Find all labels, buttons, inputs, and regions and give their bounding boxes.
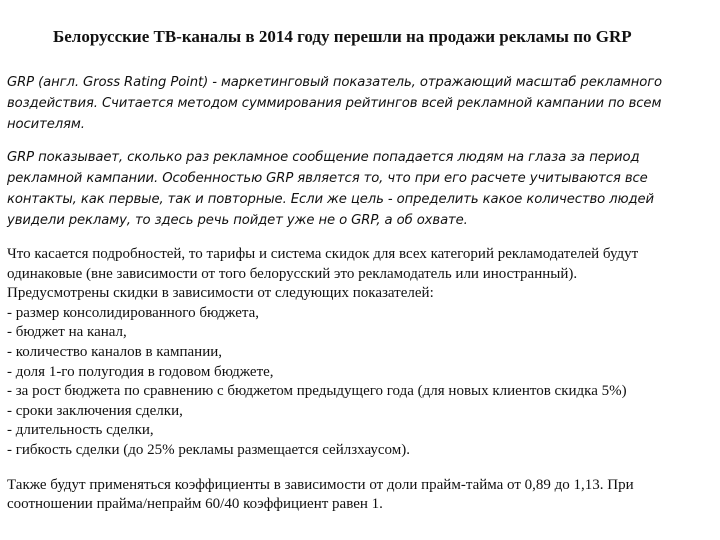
- grp-definition-paragraph: [7, 72, 706, 135]
- discount-list-item: - гибкость сделки (до 25% рекламы размещается сейлзхаусом).: [7, 441, 410, 458]
- discount-list-item: - доля 1-го полугодия в годовом бюджете,: [7, 363, 274, 380]
- paragraph-line: воздействия. Считается методом суммирования рейтингов всей рекламной кампании по всем: [7, 96, 662, 111]
- discount-list-item: - длительность сделки,: [7, 422, 154, 439]
- paragraph-line: носителям.: [7, 117, 85, 132]
- document-title: Белорусские ТВ-каналы в 2014 году перешли на продажи рекламы по GRP: [53, 27, 632, 46]
- discount-list-item: - за рост бюджета по сравнению с бюджетом предыдущего года (для новых клиентов скидка 5%): [7, 383, 627, 400]
- paragraph-line: Что касается подробностей, то тарифы и система скидок для всех категорий рекламодателей будут: [7, 246, 639, 262]
- paragraph-line: Предусмотрены скидки в зависимости от следующих показателей:: [7, 285, 434, 302]
- discount-list-item: - количество каналов в кампании,: [7, 343, 223, 360]
- discount-list-item: - сроки заключения сделки,: [7, 402, 183, 419]
- paragraph-line: увидели рекламу, то здесь речь пойдет уже не о GRP, а об охвате.: [7, 213, 468, 228]
- discount-list-item: - размер консолидированного бюджета,: [7, 304, 260, 321]
- discount-list-item: - бюджет на канал,: [7, 324, 127, 341]
- paragraph-line: соотношении прайма/непрайм 60/40 коэффициент равен 1.: [7, 496, 383, 513]
- paragraph-line: Также будут применяться коэффициенты в зависимости от доли прайм-тайма от 0,89 до 1,13. При: [7, 476, 634, 493]
- paragraph-line: GRP (англ. Gross Rating Point) - маркетинговый показатель, отражающий масштаб рекламного: [7, 75, 663, 90]
- coefficients-paragraph: [7, 476, 706, 515]
- paragraph-line: контакты, как первые, так и повторные. Если же цель - определить какое количество людей: [7, 192, 655, 207]
- paragraph-line: рекламной кампании. Особенностью GRP является то, что при его расчете учитываются все: [7, 171, 648, 186]
- paragraph-line: одинаковые (вне зависимости от того белорусский это рекламодатель или иностранный).: [7, 265, 578, 282]
- discount-details-paragraph: [7, 245, 706, 461]
- grp-explanation-paragraph: [7, 147, 706, 231]
- paragraph-line: GRP показывает, сколько раз рекламное сообщение попадается людям на глаза за период: [7, 150, 640, 165]
